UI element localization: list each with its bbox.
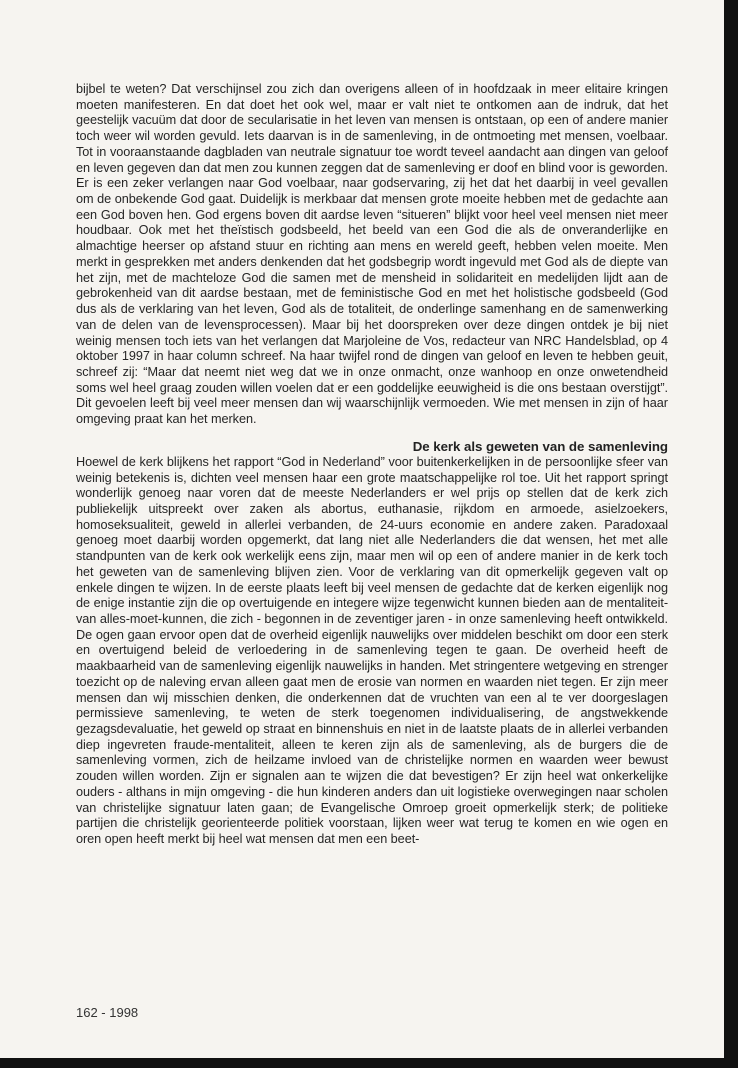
scan-edge-right: [724, 0, 738, 1068]
scan-edge-bottom: [0, 1058, 738, 1068]
page-number: 162 - 1998: [76, 1005, 139, 1020]
body-paragraph: bijbel te weten? Dat verschijnsel zou zich dan overigens alleen of in hoofdzaak in meer elitaire kringen moeten manifesteren. En dat doet het ook wel, maar er valt niet te ontkomen aan de indruk, dat het geestelijk vacuüm dat door de secularisatie in het leven van mensen is ontstaan, op een of andere manier toch weer wil worden gevuld. Iets daarvan is in de samenleving, in de ontmoeting met mensen, voelbaar. Tot in vooraanstaande dagbladen van neutrale signatuur toe wordt teveel aandacht aan dingen van geloof en leven gegeven dan dat men zou kunnen zeggen dat de samenleving er doof en blind voor is geworden. Er is een zeker verlangen naar God voelbaar, naar godservaring, zij het dat het daarbij in veel gevallen om de onbekende God gaat. Duidelijk is merkbaar dat mensen grote moeite hebben met de gedachte aan een God boven hen. God ergens boven dit aardse leven “situeren” blijkt voor heel veel mensen niet meer houdbaar. Ook met het theïstisch godsbeeld, het beeld van een God die als de onveranderlijke en almachtige heerser op afstand stuur en richting aan mens en wereld geeft, hebben velen moeite. Men merkt in gesprekken met anders denkenden dat het godsbegrip wordt ingevuld met God als de diepte van het zijn, met de machteloze God die samen met de mensheid in solidariteit en medelijden lijdt aan de gebrokenheid van dit aardse bestaan, met de feministische God en met het holistische godsbeeld (God dus als de verklaring van het leven, God als de totaliteit, de onderlinge samenhang en de samenwerking van de delen van de levensprocessen). Maar bij het doorspreken over deze dingen ontdek je bij niet weinig mensen toch iets van het verlangen dat Marjoleine de Vos, redacteur van NRC Handelsblad, op 4 oktober 1997 in haar column schreef. Na haar twijfel rond de dingen van geloof en leven te hebben geuit, schreef zij: “Maar dat neemt niet weg dat we in onze onmacht, onze wanhoop en onze onwetendheid soms wel heel graag zouden willen voelen dat er een goddelijke eeuwigheid is die ons bestaan overstijgt”. Dit gevoelen leeft bij veel meer mensen dan wij waarschijnlijk vermoeden. Wie met mensen in zijn of haar omgeving praat kan het merken.: [76, 82, 668, 427]
text-column: [76, 82, 668, 848]
body-paragraph: Hoewel de kerk blijkens het rapport “God in Nederland” voor buitenkerkelijken in de persoonlijke sfeer van weinig betekenis is, dichten veel mensen haar een grote maatschappelijke rol toe. Uit het rapport springt wonderlijk genoeg naar voren dat de meeste Nederlanders er wel prijs op stellen dat de kerk zich publiekelijk uitspreekt over zaken als abortus, euthanasie, rijkdom en armoede, asielzoekers, homoseksualiteit, geweld in allerlei verbanden, de 24-uurs economie en andere zaken. Paradoxaal genoeg moet daarbij worden opgemerkt, dat lang niet alle Nederlanders die dat wensen, het met alle standpunten van de kerk ook werkelijk eens zijn, maar men wil op een of andere manier in de kerk toch het geweten van de samenleving blijven zien. Voor de verklaring van dit opmerkelijk gegeven valt op enkele dingen te wijzen. In de eerste plaats leeft bij veel mensen de gedachte dat de kerken eigenlijk nog de enige instantie zijn die op overtuigende en integere wijze tegenwicht kunnen bieden aan de mentaliteit-van alles-moet-kunnen, die zich - begonnen in de zeventiger jaren - in onze samenleving heeft ontwikkeld. De ogen gaan ervoor open dat de overheid eigenlijk nauwelijks over middelen beschikt om door een sterk en overtuigend beleid de verloedering in de samenleving tegen te gaan. De overheid heeft de maakbaarheid van de samenleving eigenlijk nauwelijks in handen. Met stringentere wetgeving en strenger toezicht op de naleving ervan alleen gaat men de erosie van normen en waarden niet tegen. Er zijn meer mensen dan wij misschien denken, die onderkennen dat de vruchten van een al te ver doorgeslagen permissieve samenleving, te weten de sterk toegenomen individualisering, de angstwekkende gezagsdevaluatie, het geweld op straat en binnenshuis en niet in de laatste plaats de in allerlei verbanden diep ingevreten fraude-mentaliteit, alleen te keren zijn als de samenleving, als de burgers die de samenleving vormen, zich de heilzame invloed van de christelijke normen en waarden weer bewust zouden willen worden. Zijn er signalen aan te wijzen die dat bevestigen? Er zijn heel wat onkerkelijke ouders - althans in mijn omgeving - die hun kinderen anders dan uit logistieke overwegingen naar scholen van christelijke signatuur laten gaan; de Evangelische Omroep groeit opmerkelijk sterk; de politieke partijen die christelijk georienteerde politiek voorstaan, lijken weer wat terug te komen en wie ogen en oren open heeft merkt bij heel wat mensen dat men een beet-: [76, 454, 668, 847]
section-heading: De kerk als geweten van de samenleving: [412, 438, 668, 454]
